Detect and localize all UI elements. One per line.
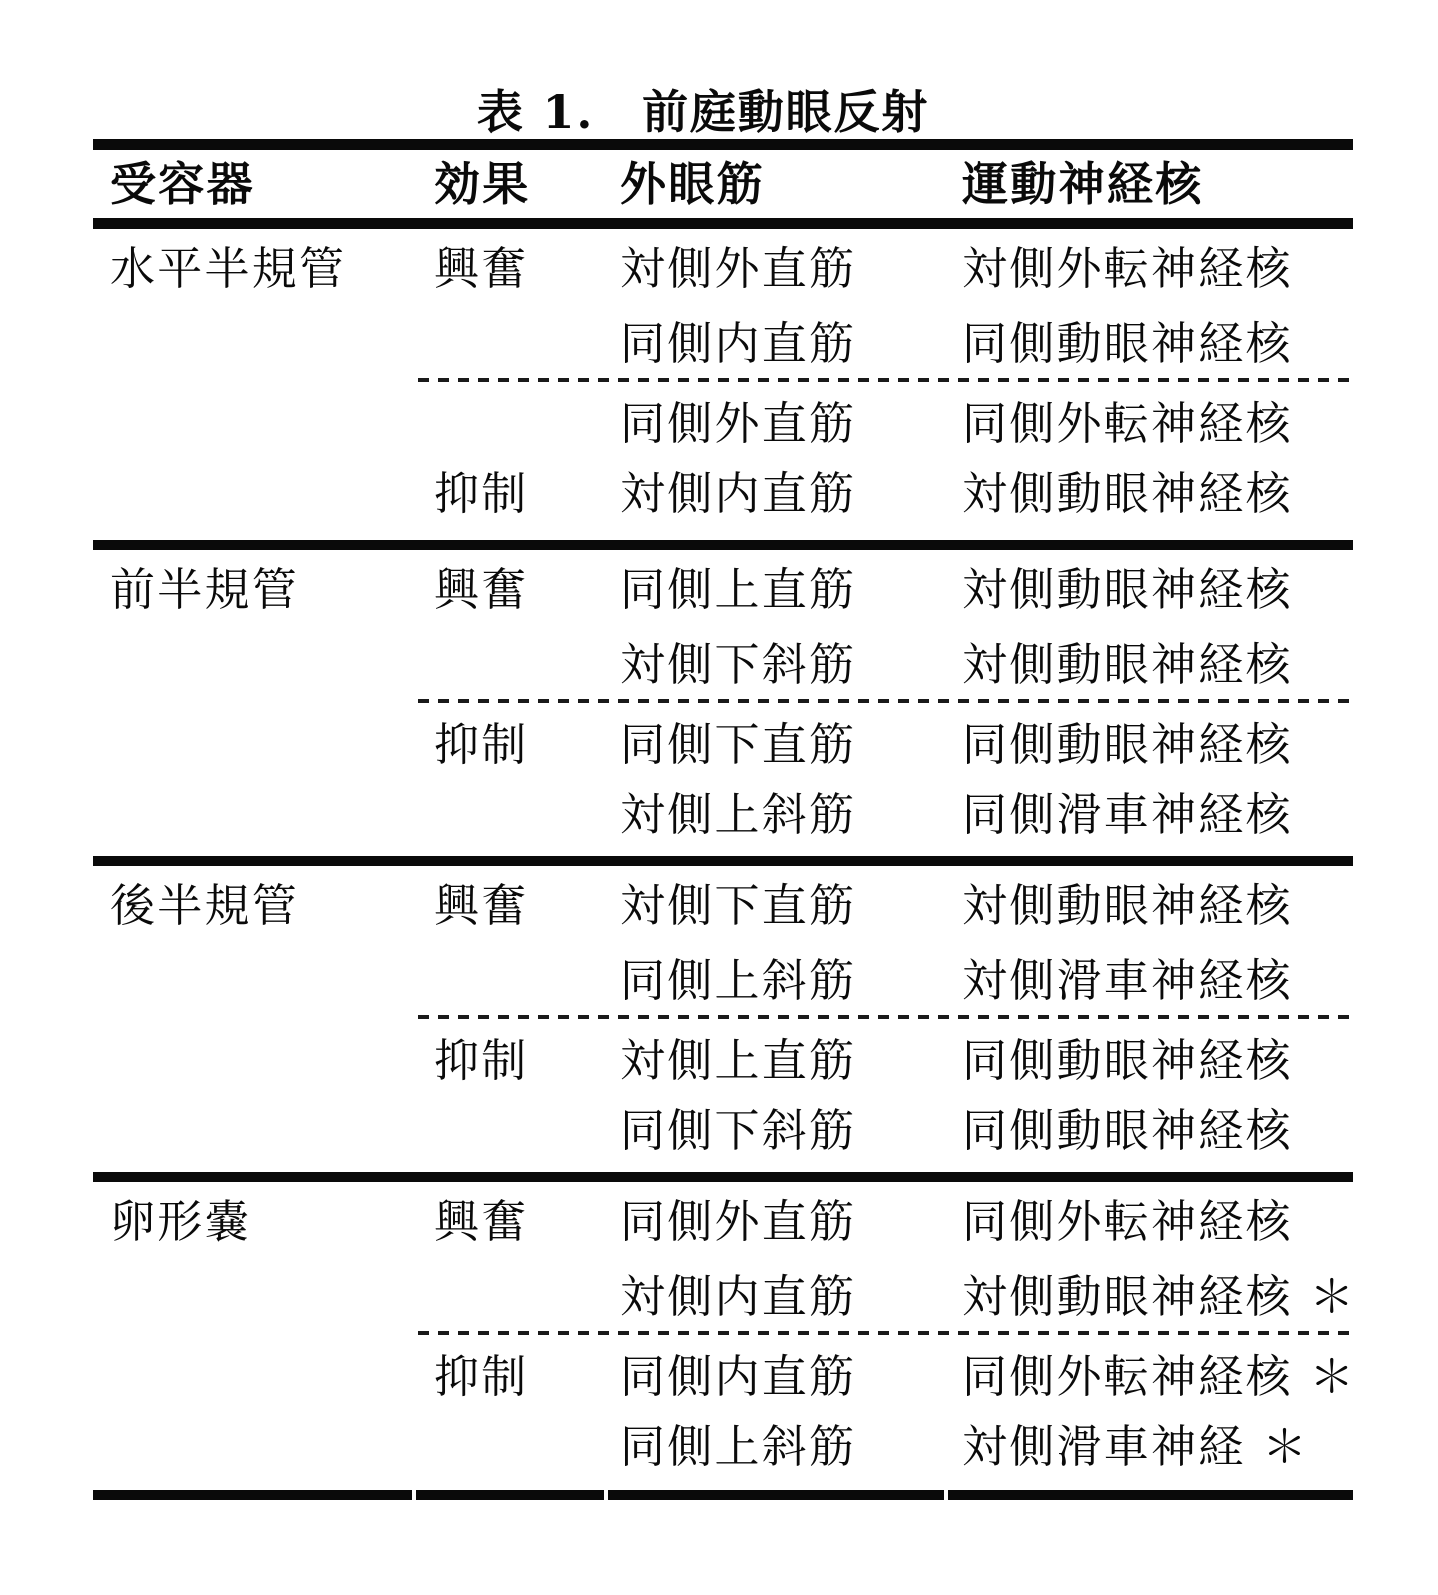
nucleus-cell: 対側動眼神経核 <box>962 879 1293 932</box>
column-header-muscle: 外眼筋 <box>620 157 765 211</box>
table-row <box>0 1271 1438 1323</box>
muscle-cell: 同側下直筋 <box>620 718 857 771</box>
table-row <box>0 1105 1438 1157</box>
muscle-cell: 対側上直筋 <box>620 1034 857 1087</box>
table-row <box>0 468 1438 520</box>
nucleus-cell: 同側外転神経核 ＊ <box>962 1350 1357 1403</box>
muscle-cell: 同側内直筋 <box>620 317 857 370</box>
table-row <box>0 719 1438 771</box>
muscle-cell: 同側下斜筋 <box>620 1104 857 1157</box>
muscle-cell: 同側上斜筋 <box>620 954 857 1007</box>
table-bottom-rule-segment <box>948 1490 1353 1500</box>
table-row <box>0 880 1438 932</box>
table-row <box>0 564 1438 616</box>
effect-cell: 抑制 <box>434 467 529 520</box>
muscle-cell: 同側外直筋 <box>620 397 857 450</box>
table-bottom-rule-segment <box>93 1490 412 1500</box>
column-header-effect: 効果 <box>434 157 531 211</box>
muscle-cell: 同側上直筋 <box>620 563 857 616</box>
table-row <box>0 955 1438 1007</box>
section-inner-dashed-divider <box>418 699 1353 703</box>
muscle-cell: 同側上斜筋 <box>620 1420 857 1473</box>
nucleus-cell: 対側動眼神経核 ＊ <box>962 1270 1357 1323</box>
effect-cell: 興奮 <box>434 1195 529 1248</box>
section-divider-rule <box>93 540 1353 550</box>
effect-cell: 興奮 <box>434 879 529 932</box>
table-row <box>0 1196 1438 1248</box>
effect-cell: 興奮 <box>434 242 529 295</box>
nucleus-cell: 対側滑車神経 ＊ <box>962 1420 1310 1473</box>
table-row <box>0 243 1438 295</box>
nucleus-cell: 同側動眼神経核 <box>962 1104 1293 1157</box>
table-row <box>0 1351 1438 1403</box>
nucleus-cell: 同側動眼神経核 <box>962 718 1293 771</box>
table-bottom-rule-segment <box>416 1490 604 1500</box>
table-row <box>0 318 1438 370</box>
muscle-cell: 対側下直筋 <box>620 879 857 932</box>
muscle-cell: 同側外直筋 <box>620 1195 857 1248</box>
nucleus-cell: 同側外転神経核 <box>962 397 1293 450</box>
section-inner-dashed-divider <box>418 1331 1353 1335</box>
nucleus-cell: 同側滑車神経核 <box>962 788 1293 841</box>
table-row <box>0 1421 1438 1473</box>
effect-cell: 抑制 <box>434 1350 529 1403</box>
table-top-rule <box>93 139 1353 150</box>
effect-cell: 興奮 <box>434 563 529 616</box>
nucleus-cell: 対側動眼神経核 <box>962 467 1293 520</box>
header-row <box>0 158 1438 210</box>
receptor-cell: 後半規管 <box>110 879 300 932</box>
nucleus-cell: 同側外転神経核 <box>962 1195 1293 1248</box>
nucleus-cell: 対側滑車神経核 <box>962 954 1293 1007</box>
receptor-cell: 卵形嚢 <box>110 1195 252 1248</box>
nucleus-cell: 同側動眼神経核 <box>962 317 1293 370</box>
muscle-cell: 対側内直筋 <box>620 467 857 520</box>
table-row <box>0 398 1438 450</box>
muscle-cell: 対側外直筋 <box>620 242 857 295</box>
receptor-cell: 前半規管 <box>110 563 300 616</box>
table-row <box>0 639 1438 691</box>
muscle-cell: 対側下斜筋 <box>620 638 857 691</box>
table-bottom-rule-segment <box>608 1490 944 1500</box>
nucleus-cell: 同側動眼神経核 <box>962 1034 1293 1087</box>
nucleus-cell: 対側動眼神経核 <box>962 638 1293 691</box>
muscle-cell: 対側上斜筋 <box>620 788 857 841</box>
nucleus-cell: 対側外転神経核 <box>962 242 1293 295</box>
effect-cell: 抑制 <box>434 718 529 771</box>
nucleus-cell: 対側動眼神経核 <box>962 563 1293 616</box>
muscle-cell: 対側内直筋 <box>620 1270 857 1323</box>
muscle-cell: 同側内直筋 <box>620 1350 857 1403</box>
effect-cell: 抑制 <box>434 1034 529 1087</box>
table-title: 表 1. 前庭動眼反射 <box>476 85 930 139</box>
section-inner-dashed-divider <box>418 1015 1353 1019</box>
column-header-nucleus: 運動神経核 <box>962 157 1204 211</box>
section-divider-rule <box>93 1172 1353 1182</box>
table-row <box>0 1035 1438 1087</box>
section-divider-rule <box>93 856 1353 866</box>
receptor-cell: 水平半規管 <box>110 242 347 295</box>
column-header-receptor: 受容器 <box>110 157 255 211</box>
section-inner-dashed-divider <box>418 378 1353 382</box>
header-bottom-rule <box>93 218 1353 229</box>
table-row <box>0 789 1438 841</box>
